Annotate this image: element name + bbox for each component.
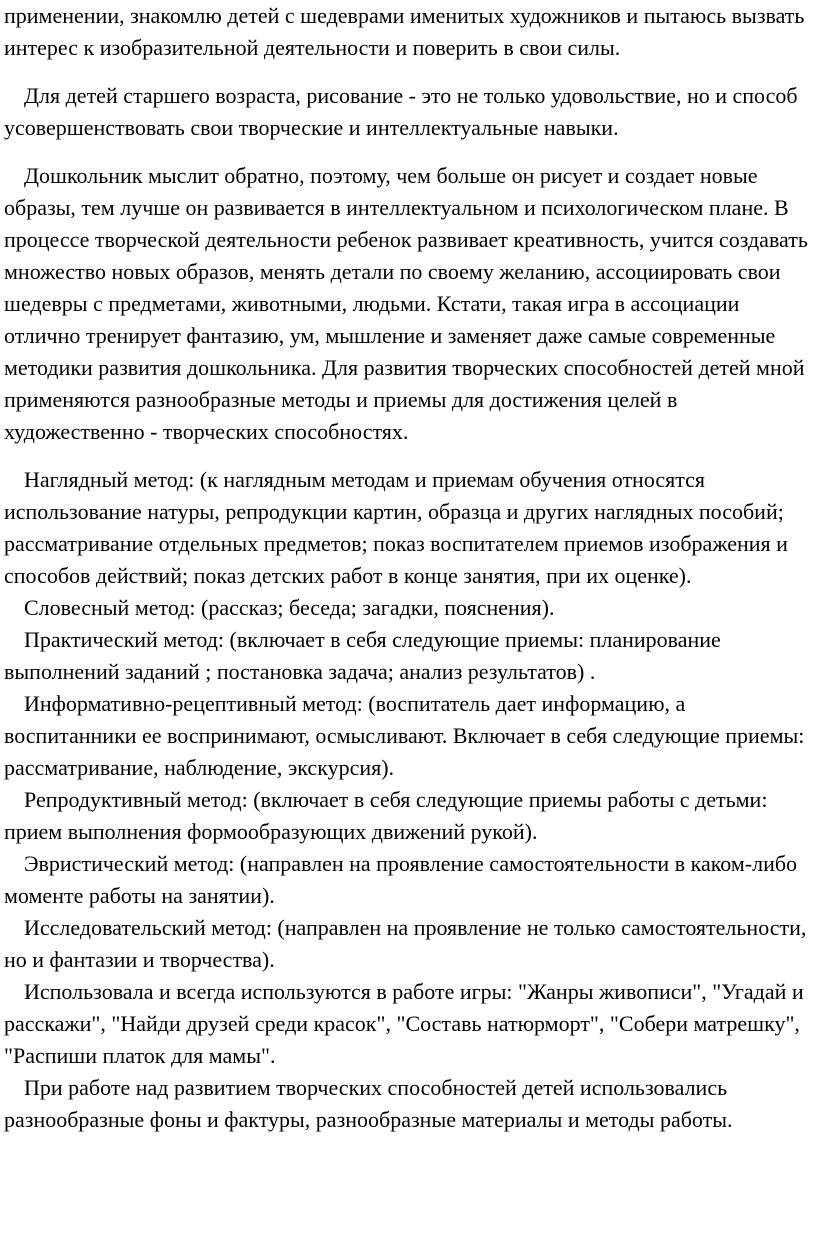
paragraph-practical-method: Практический метод: (включает в себя следующие приемы: планирование выполнений заданий ; постановка задача; анализ результатов) . [4, 627, 721, 684]
paragraph-visual-method: Наглядный метод: (к наглядным методам и приемам обучения относятся использование натуры, репродукции картин, образца и других наглядных пособий; рассматривание отдельных предметов; показ воспитателем приемов изображения и способов действий; показ детских работ в конце занятия, при их оценке). [4, 467, 788, 588]
paragraph-verbal-method: Словесный метод: (рассказ; беседа; загадки, пояснения). [24, 595, 555, 620]
paragraph-games: Использовала и всегда используются в работе игры: "Жанры живописи", "Угадай и расскажи", "Найди друзей среди красок", "Составь натюрморт", "Собери матрешку", "Распиши платок для мамы". [4, 979, 804, 1068]
paragraph-research-method: Исследовательский метод: (направлен на проявление не только самостоятельности, но и фантазии и творчества). [4, 915, 807, 972]
paragraph-intro-continued: применении, знакомлю детей с шедеврами именитых художников и пытаюсь вызвать интерес к изобразительной деятельности и поверить в свои силы. [4, 3, 805, 60]
paragraph-reproductive-method: Репродуктивный метод: (включает в себя следующие приемы работы с детьми: прием выполнения формообразующих движений рукой). [4, 787, 768, 844]
paragraph-materials: При работе над развитием творческих способностей детей использовались разнообразные фоны и фактуры, разнообразные материалы и методы работы. [4, 1075, 733, 1132]
paragraph-heuristic-method: Эвристический метод: (направлен на проявление самостоятельности в каком-либо моменте работы на занятии). [4, 851, 798, 908]
paragraph-preschooler-thinking: Дошкольник мыслит обратно, поэтому, чем больше он рисует и создает новые образы, тем лучше он развивается в интеллектуальном и психологическом плане. В процессе творческой деятельности ребенок развивает креативность, учится создавать множество новых образов, менять детали по своему желанию, ассоциировать свои шедевры с предметами, животными, людьми. Кстати, такая игра в ассоциации отлично тренирует фантазию, ум, мышление и заменяет даже самые современные методики развития дошкольника. Для развития творческих способностей детей мной применяются разнообразные методы и приемы для достижения целей в художественно - творческих способностях. [4, 163, 808, 444]
paragraph-informative-method: Информативно-рецептивный метод: (воспитатель дает информацию, а воспитанники ее воспринимают, осмысливают. Включает в себя следующие приемы: рассматривание, наблюдение, экскурсия). [4, 691, 805, 780]
paragraph-older-children: Для детей старшего возраста, рисование - это не только удовольствие, но и способ усовершенствовать свои творческие и интеллектуальные навыки. [4, 83, 798, 140]
